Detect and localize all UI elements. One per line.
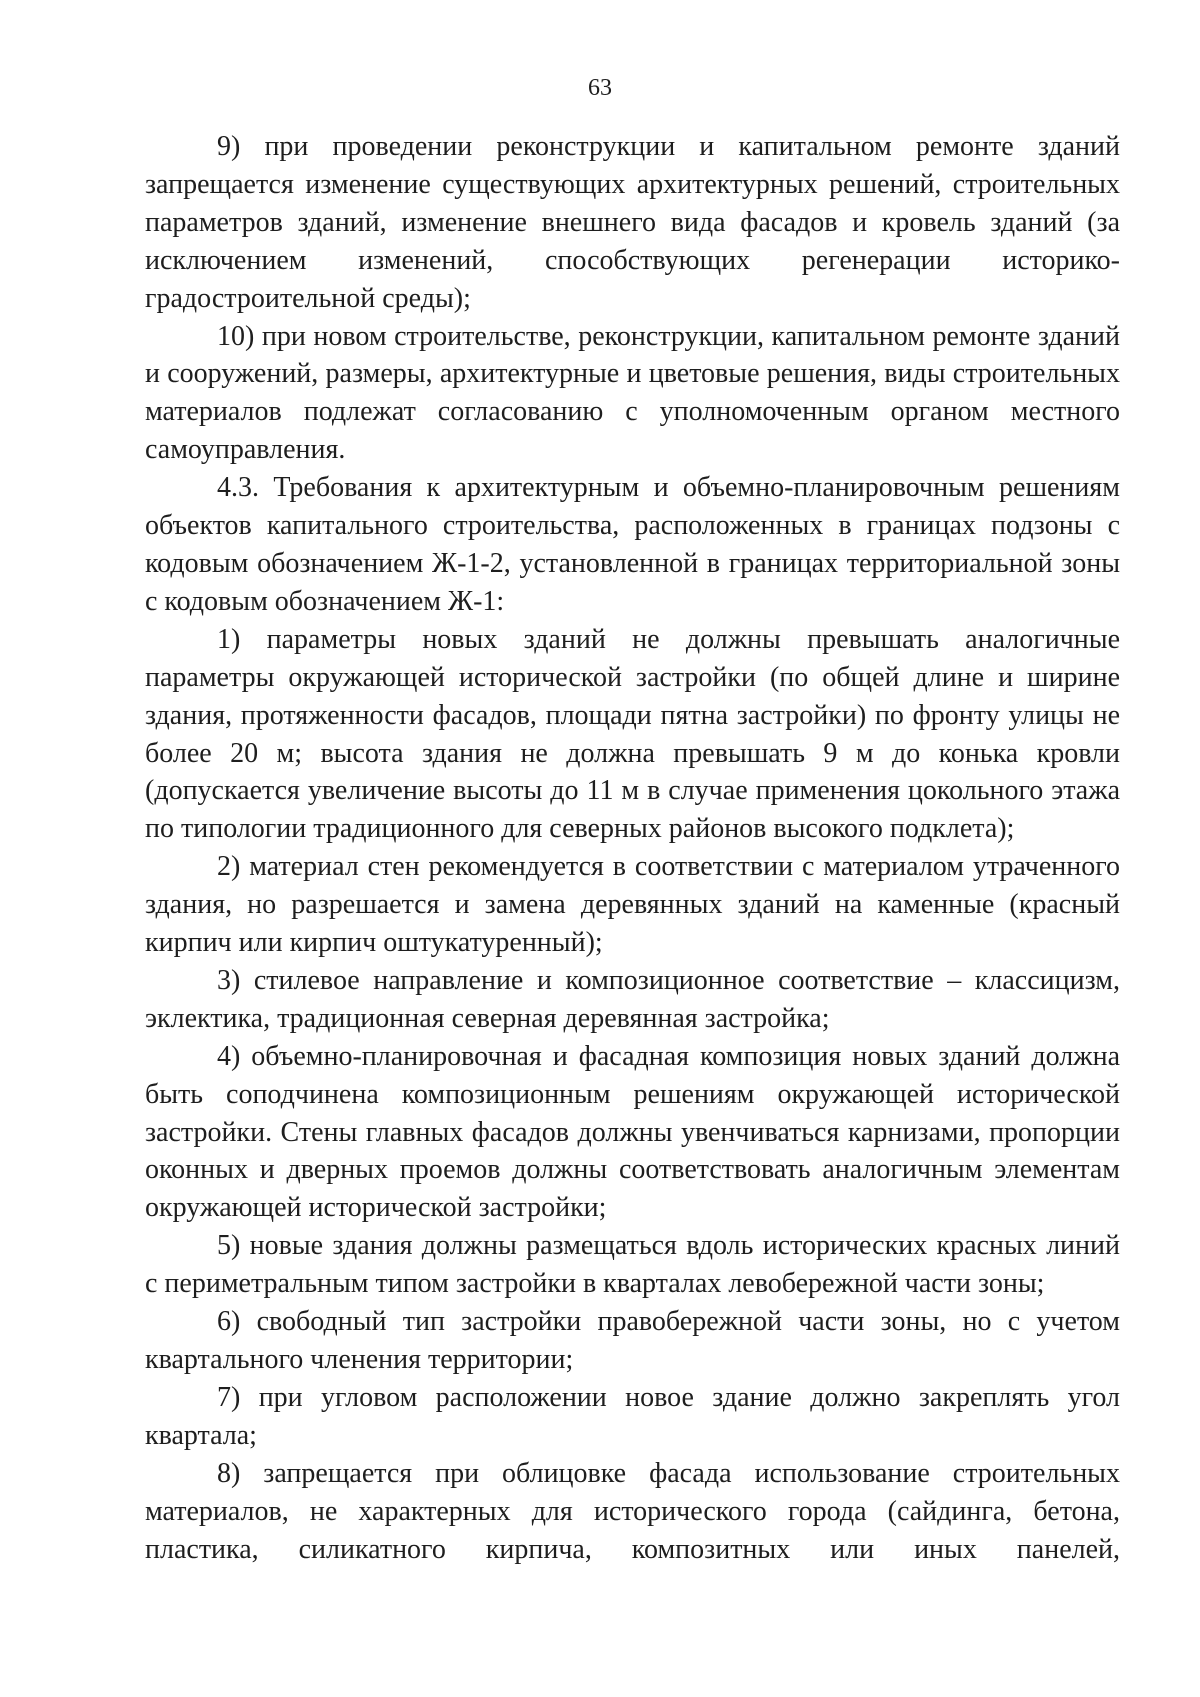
document-body	[145, 128, 1120, 1568]
paragraph-item-4: 4) объемно-планировочная и фасадная композиция новых зданий должна быть соподчинена композиционным решениям окружающей исторической застройки. Стены главных фасадов должны увенчиваться карнизами, пропорции оконных и дверных проемов должны соответствовать аналогичным элементам окружающей исторической застройки;	[145, 1040, 1120, 1224]
paragraph-item-5: 5) новые здания должны размещаться вдоль исторических красных линий с периметральным типом застройки в кварталах левобережной части зоны;	[145, 1230, 1120, 1300]
section-heading-4-3: 4.3. Требования к архитектурным и объемно-планировочным решениям объектов капитального строительства, расположенных в границах подзоны с кодовым обозначением Ж-1-2, установленной в границах территориальной зоны с кодовым обозначением Ж-1:	[145, 472, 1120, 617]
paragraph-item-3: 3) стилевое направление и композиционное соответствие – классицизм, эклектика, традиционная северная деревянная застройка;	[145, 964, 1120, 1034]
paragraph-item-2: 2) материал стен рекомендуется в соответствии с материалом утраченного здания, но разрешается и замена деревянных зданий на каменные (красный кирпич или кирпич оштукатуренный);	[145, 851, 1120, 959]
paragraph-item-1: 1) параметры новых зданий не должны превышать аналогичные параметры окружающей исторической застройки (по общей длине и ширине здания, протяженности фасадов, площади пятна застройки) по фронту улицы не более 20 м; высота здания не должна превышать 9 м до конька кровли (допускается увеличение высоты до 11 м в случае применения цокольного этажа по типологии традиционного для северных районов высокого подклета);	[145, 623, 1120, 845]
paragraph-item-9: 9) при проведении реконструкции и капитальном ремонте зданий запрещается изменение существующих архитектурных решений, строительных параметров зданий, изменение внешнего вида фасадов и кровель зданий (за исключением изменений, способствующих регенерации историко-градостроительной среды);	[145, 131, 1120, 314]
page-number: 63	[588, 75, 612, 101]
paragraph-item-7: 7) при угловом расположении новое здание должно закреплять угол квартала;	[145, 1381, 1120, 1451]
paragraph-item-6: 6) свободный тип застройки правобережной части зоны, но с учетом квартального членения территории;	[145, 1306, 1120, 1375]
paragraph-item-10: 10) при новом строительстве, реконструкции, капитальном ремонте зданий и сооружений, размеры, архитектурные и цветовые решения, виды строительных материалов подлежат согласованию с уполномоченным органом местного самоуправления.	[145, 320, 1120, 466]
paragraph-item-8: 8) запрещается при облицовке фасада использование строительных материалов, не характерных для исторического города (сайдинга, бетона, пластика, силикатного кирпича, композитных или иных панелей,	[145, 1457, 1120, 1565]
